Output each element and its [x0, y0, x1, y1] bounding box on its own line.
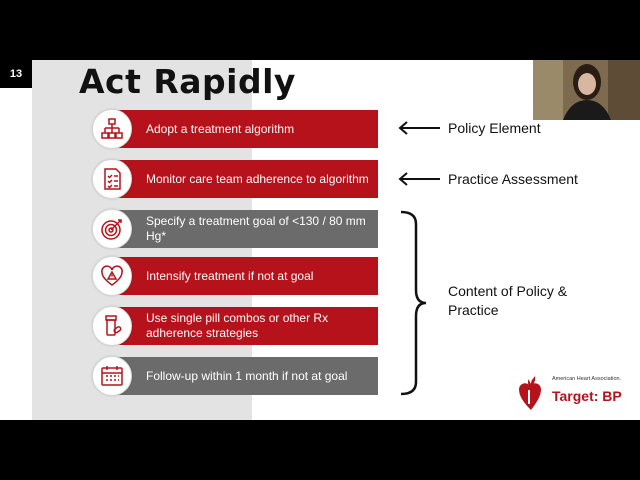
- item-bar: [112, 307, 378, 345]
- aha-name: American Heart Association.: [552, 376, 622, 382]
- slide-title: Act Rapidly: [79, 62, 296, 101]
- practice-assessment-label: Practice Assessment: [448, 171, 578, 187]
- heart-warning-icon: [92, 256, 132, 296]
- list-item: [92, 160, 378, 198]
- checklist-icon: [92, 159, 132, 199]
- slide: [0, 60, 640, 420]
- presenter-webcam: [533, 60, 640, 120]
- item-bar: [112, 210, 378, 248]
- list-item: [92, 257, 378, 295]
- slide-number: 13: [0, 60, 32, 88]
- content-label-line1: Content of Policy &: [448, 283, 568, 299]
- target-bp-label: Target: BP: [552, 388, 622, 404]
- item-bar: [112, 257, 378, 295]
- pill-bottle-icon: [92, 306, 132, 346]
- aha-logo: [516, 368, 636, 418]
- heart-torch-icon: [518, 372, 544, 412]
- item-text: Adopt a treatment algorithm: [146, 121, 295, 136]
- left-arrow-icon: [398, 121, 442, 135]
- list-item: [92, 110, 378, 148]
- content-label-line2: Practice: [448, 302, 499, 318]
- item-text: Monitor care team adherence to algorithm: [146, 171, 369, 186]
- item-text: Intensify treatment if not at goal: [146, 268, 314, 283]
- left-arrow-icon: [398, 172, 442, 186]
- flowchart-icon: [92, 109, 132, 149]
- list-item: [92, 210, 378, 248]
- item-text: Use single pill combos or other Rx adherence strategies: [146, 311, 329, 340]
- target-icon: [92, 209, 132, 249]
- list-item: [92, 307, 378, 345]
- right-brace-icon: [398, 210, 428, 396]
- item-text: Specify a treatment goal of <130 / 80 mm Hg*: [146, 214, 366, 243]
- item-bar: [112, 110, 378, 148]
- item-text: Follow-up within 1 month if not at goal: [146, 368, 348, 383]
- list-item: [92, 357, 378, 395]
- item-bar: [112, 357, 378, 395]
- item-bar: [112, 160, 378, 198]
- calendar-icon: [92, 356, 132, 396]
- policy-element-label: Policy Element: [448, 120, 541, 136]
